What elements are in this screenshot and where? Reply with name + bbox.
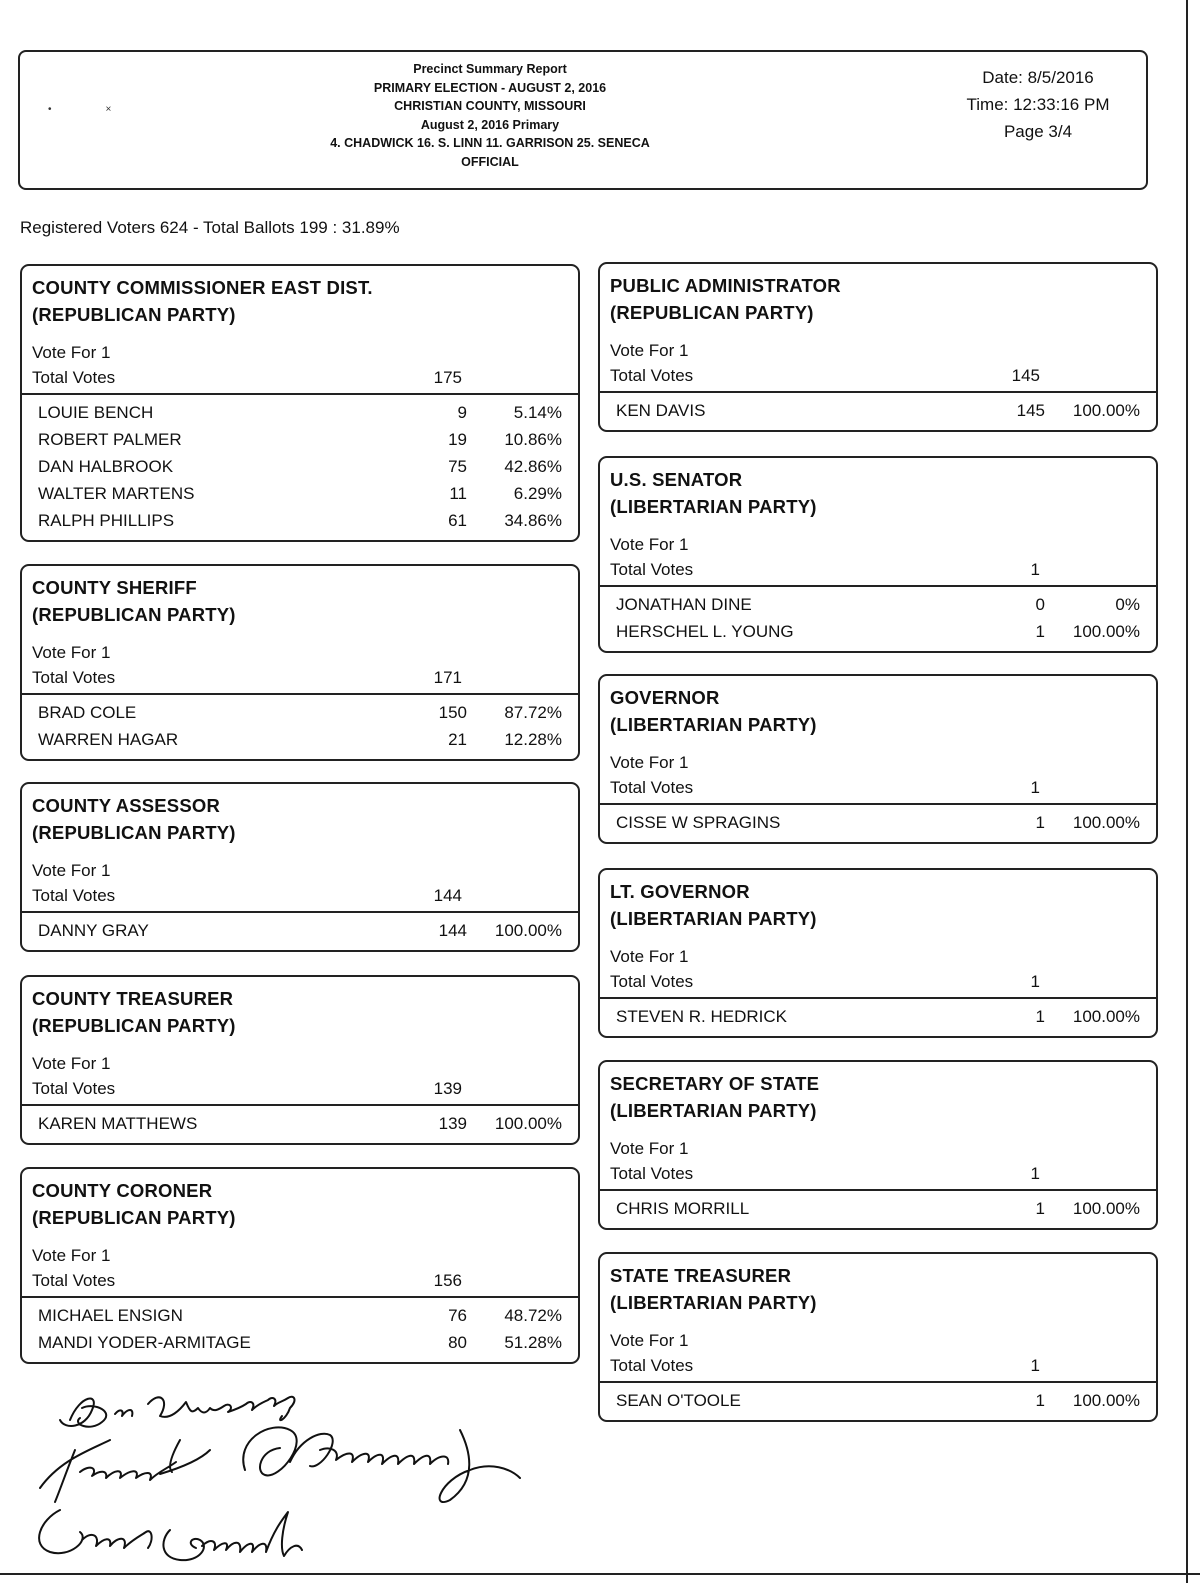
contest-party: (REPUBLICAN PARTY) xyxy=(32,1015,236,1036)
total-votes-label: Total Votes xyxy=(32,886,116,905)
contest-party: (LIBERTARIAN PARTY) xyxy=(610,714,817,735)
report-title: Precinct Summary Report xyxy=(413,62,567,76)
candidate-row xyxy=(22,399,578,426)
contest-box xyxy=(20,564,580,761)
candidate-percent: 100.00% xyxy=(1072,1391,1140,1410)
candidate-row xyxy=(22,917,578,944)
candidate-votes: 1 xyxy=(1035,1199,1045,1218)
candidate-list xyxy=(22,1298,578,1362)
candidate-list xyxy=(600,393,1156,430)
candidate-list xyxy=(22,1106,578,1143)
vote-for-label: Vote For 1 xyxy=(32,343,111,362)
contest-office: GOVERNOR xyxy=(610,687,720,708)
vote-for-label: Vote For 1 xyxy=(32,1246,111,1265)
candidate-name: DANNY GRAY xyxy=(38,921,149,940)
candidate-row xyxy=(22,1302,578,1329)
contest-party: (REPUBLICAN PARTY) xyxy=(32,604,236,625)
vote-for-label: Vote For 1 xyxy=(32,1054,111,1073)
candidate-votes: 1 xyxy=(1035,1391,1045,1410)
vote-for-label: Vote For 1 xyxy=(610,535,689,554)
candidate-votes: 150 xyxy=(438,703,467,722)
contest-box xyxy=(20,264,580,542)
candidate-name: HERSCHEL L. YOUNG xyxy=(616,622,794,641)
contest-office: PUBLIC ADMINISTRATOR xyxy=(610,275,841,296)
total-votes-row xyxy=(22,1076,578,1106)
candidate-votes: 0 xyxy=(1035,595,1045,614)
contest-title xyxy=(600,264,1156,326)
contest-box xyxy=(598,674,1158,844)
page-number: Page 3/4 xyxy=(1003,122,1073,141)
candidate-row xyxy=(600,1387,1156,1414)
total-votes-value: 145 xyxy=(1011,366,1040,385)
contest-office: STATE TREASURER xyxy=(610,1265,792,1286)
election-date: August 2, 2016 Primary xyxy=(420,117,560,132)
contest-party: (LIBERTARIAN PARTY) xyxy=(610,908,817,929)
election-name: PRIMARY ELECTION - AUGUST 2, 2016 xyxy=(373,80,607,95)
total-votes-label: Total Votes xyxy=(610,778,694,797)
contest-box xyxy=(598,1060,1158,1230)
candidate-percent: 10.86% xyxy=(504,430,562,449)
contest-title xyxy=(600,1254,1156,1316)
candidate-row xyxy=(600,397,1156,424)
candidate-votes: 1 xyxy=(1035,813,1045,832)
total-votes-label: Total Votes xyxy=(32,1079,116,1098)
candidate-row xyxy=(600,1195,1156,1222)
candidate-name: DAN HALBROOK xyxy=(38,457,174,476)
contest-title xyxy=(22,1169,578,1231)
total-votes-row xyxy=(600,1353,1156,1383)
candidate-list xyxy=(600,587,1156,651)
candidate-percent: 100.00% xyxy=(1072,622,1140,641)
scan-specks: • × xyxy=(48,104,112,115)
contest-party: (LIBERTARIAN PARTY) xyxy=(610,1292,817,1313)
total-votes-value: 139 xyxy=(433,1079,462,1098)
contest-title xyxy=(22,977,578,1039)
candidate-percent: 34.86% xyxy=(504,511,562,530)
candidate-list xyxy=(600,1383,1156,1420)
official-label: OFFICIAL xyxy=(461,154,519,169)
candidate-votes: 1 xyxy=(1035,1007,1045,1026)
candidate-percent: 100.00% xyxy=(494,921,562,940)
candidate-votes: 11 xyxy=(449,484,467,503)
vote-for-label: Vote For 1 xyxy=(610,1331,689,1350)
candidate-percent: 51.28% xyxy=(504,1333,562,1352)
total-votes-label: Total Votes xyxy=(610,1164,694,1183)
candidate-list xyxy=(22,695,578,759)
total-votes-value: 1 xyxy=(1030,1356,1040,1375)
candidate-percent: 87.72% xyxy=(504,703,562,722)
report-date: Date: 8/5/2016 xyxy=(982,68,1094,87)
candidate-votes: 139 xyxy=(438,1114,467,1133)
contest-title xyxy=(22,784,578,846)
candidate-percent: 42.86% xyxy=(504,457,562,476)
candidate-row xyxy=(22,507,578,534)
page-edge-right xyxy=(1186,0,1188,1583)
contest-party: (LIBERTARIAN PARTY) xyxy=(610,496,817,517)
total-votes-row xyxy=(22,883,578,913)
total-votes-value: 1 xyxy=(1030,1164,1040,1183)
total-votes-row xyxy=(600,775,1156,805)
contest-party: (REPUBLICAN PARTY) xyxy=(32,1207,236,1228)
candidate-percent: 100.00% xyxy=(1072,1199,1140,1218)
candidate-list xyxy=(600,1191,1156,1228)
contest-box xyxy=(598,262,1158,432)
contest-office: COUNTY TREASURER xyxy=(32,988,234,1009)
candidate-name: KAREN MATTHEWS xyxy=(38,1114,198,1133)
precinct-list: 4. CHADWICK 16. S. LINN 11. GARRISON 25. SENECA xyxy=(330,136,650,150)
total-votes-value: 1 xyxy=(1030,560,1040,579)
candidate-row xyxy=(22,699,578,726)
contest-title xyxy=(600,458,1156,520)
total-votes-label: Total Votes xyxy=(610,560,694,579)
candidate-percent: 5.14% xyxy=(513,403,562,422)
contest-party: (LIBERTARIAN PARTY) xyxy=(610,1100,817,1121)
total-votes-value: 171 xyxy=(433,668,462,687)
candidate-name: MANDI YODER-ARMITAGE xyxy=(38,1333,251,1352)
total-votes-row xyxy=(600,363,1156,393)
vote-for-label: Vote For 1 xyxy=(610,341,689,360)
total-votes-row xyxy=(22,365,578,395)
county-name: CHRISTIAN COUNTY, MISSOURI xyxy=(394,99,586,113)
registered-voters-summary: Registered Voters 624 - Total Ballots 199 : 31.89% xyxy=(20,218,400,237)
total-votes-label: Total Votes xyxy=(610,366,694,385)
contest-office: SECRETARY OF STATE xyxy=(610,1073,820,1094)
signature-2 xyxy=(40,1427,520,1502)
contest-box xyxy=(598,456,1158,653)
total-votes-value: 1 xyxy=(1030,972,1040,991)
candidate-list xyxy=(600,999,1156,1036)
candidate-row xyxy=(22,480,578,507)
contest-box xyxy=(20,782,580,952)
total-votes-value: 156 xyxy=(433,1271,462,1290)
candidate-votes: 76 xyxy=(448,1306,467,1325)
contest-title xyxy=(22,266,578,328)
candidate-row xyxy=(600,809,1156,836)
candidate-percent: 100.00% xyxy=(1072,1007,1140,1026)
page-edge-bottom xyxy=(0,1573,1200,1575)
candidate-votes: 21 xyxy=(448,730,467,749)
total-votes-row xyxy=(600,1161,1156,1191)
candidate-name: LOUIE BENCH xyxy=(38,403,154,422)
vote-for-label: Vote For 1 xyxy=(32,643,111,662)
candidate-name: ROBERT PALMER xyxy=(38,430,182,449)
candidate-row xyxy=(600,591,1156,618)
total-votes-row xyxy=(600,969,1156,999)
candidate-votes: 145 xyxy=(1016,401,1045,420)
total-votes-value: 175 xyxy=(433,368,462,387)
contest-office: COUNTY COMMISSIONER EAST DIST. xyxy=(32,277,373,298)
total-votes-row xyxy=(22,1268,578,1298)
candidate-percent: 100.00% xyxy=(1072,401,1140,420)
candidate-name: RALPH PHILLIPS xyxy=(38,511,175,530)
candidate-votes: 61 xyxy=(448,511,467,530)
candidate-list xyxy=(600,805,1156,842)
total-votes-label: Total Votes xyxy=(32,668,116,687)
candidate-name: CHRIS MORRILL xyxy=(616,1199,750,1218)
contest-party: (REPUBLICAN PARTY) xyxy=(32,822,236,843)
report-meta xyxy=(938,64,1138,145)
contest-party: (REPUBLICAN PARTY) xyxy=(610,302,814,323)
signature-1 xyxy=(60,1397,294,1427)
candidate-votes: 75 xyxy=(448,457,467,476)
candidate-votes: 1 xyxy=(1035,622,1045,641)
candidate-percent: 100.00% xyxy=(1072,813,1140,832)
vote-for-label: Vote For 1 xyxy=(610,1139,689,1158)
contest-office: COUNTY CORONER xyxy=(32,1180,213,1201)
candidate-percent: 48.72% xyxy=(504,1306,562,1325)
candidate-percent: 0% xyxy=(1115,595,1140,614)
candidate-row xyxy=(22,726,578,753)
total-votes-value: 144 xyxy=(433,886,462,905)
contest-office: COUNTY SHERIFF xyxy=(32,577,197,598)
vote-for-label: Vote For 1 xyxy=(610,753,689,772)
contest-box xyxy=(20,1167,580,1364)
candidate-votes: 144 xyxy=(438,921,467,940)
candidate-name: WALTER MARTENS xyxy=(38,484,195,503)
vote-for-label: Vote For 1 xyxy=(32,861,111,880)
candidate-votes: 9 xyxy=(457,403,467,422)
total-votes-label: Total Votes xyxy=(32,368,116,387)
candidate-percent: 100.00% xyxy=(494,1114,562,1133)
candidate-percent: 12.28% xyxy=(504,730,562,749)
report-header xyxy=(18,50,1148,190)
total-votes-label: Total Votes xyxy=(610,1356,694,1375)
report-time: Time: 12:33:16 PM xyxy=(966,95,1110,114)
candidate-name: KEN DAVIS xyxy=(616,401,706,420)
candidate-row xyxy=(600,618,1156,645)
contest-title xyxy=(600,676,1156,738)
signature-3 xyxy=(39,1510,302,1560)
candidate-row xyxy=(22,1329,578,1356)
contest-office: U.S. SENATOR xyxy=(610,469,743,490)
candidate-name: JONATHAN DINE xyxy=(616,595,752,614)
candidate-name: SEAN O'TOOLE xyxy=(616,1391,741,1410)
candidate-name: MICHAEL ENSIGN xyxy=(38,1306,183,1325)
candidate-votes: 80 xyxy=(448,1333,467,1352)
candidate-row xyxy=(22,1110,578,1137)
candidate-name: WARREN HAGAR xyxy=(38,730,179,749)
contest-title xyxy=(22,566,578,628)
total-votes-label: Total Votes xyxy=(610,972,694,991)
candidate-percent: 6.29% xyxy=(513,484,562,503)
contest-title xyxy=(600,1062,1156,1124)
total-votes-row xyxy=(22,665,578,695)
total-votes-value: 1 xyxy=(1030,778,1040,797)
contest-box xyxy=(20,975,580,1145)
contest-office: LT. GOVERNOR xyxy=(610,881,750,902)
candidate-name: BRAD COLE xyxy=(38,703,137,722)
candidate-row xyxy=(22,426,578,453)
candidate-list xyxy=(22,395,578,540)
contest-title xyxy=(600,870,1156,932)
contest-box xyxy=(598,1252,1158,1422)
vote-for-label: Vote For 1 xyxy=(610,947,689,966)
total-votes-row xyxy=(600,557,1156,587)
contest-box xyxy=(598,868,1158,1038)
total-votes-label: Total Votes xyxy=(32,1271,116,1290)
candidate-name: STEVEN R. HEDRICK xyxy=(616,1007,787,1026)
candidate-row xyxy=(600,1003,1156,1030)
signatures xyxy=(20,1380,580,1570)
candidate-name: CISSE W SPRAGINS xyxy=(616,813,781,832)
candidate-list xyxy=(22,913,578,950)
contest-party: (REPUBLICAN PARTY) xyxy=(32,304,236,325)
report-title-block xyxy=(250,60,730,171)
contest-office: COUNTY ASSESSOR xyxy=(32,795,221,816)
candidate-row xyxy=(22,453,578,480)
candidate-votes: 19 xyxy=(448,430,467,449)
